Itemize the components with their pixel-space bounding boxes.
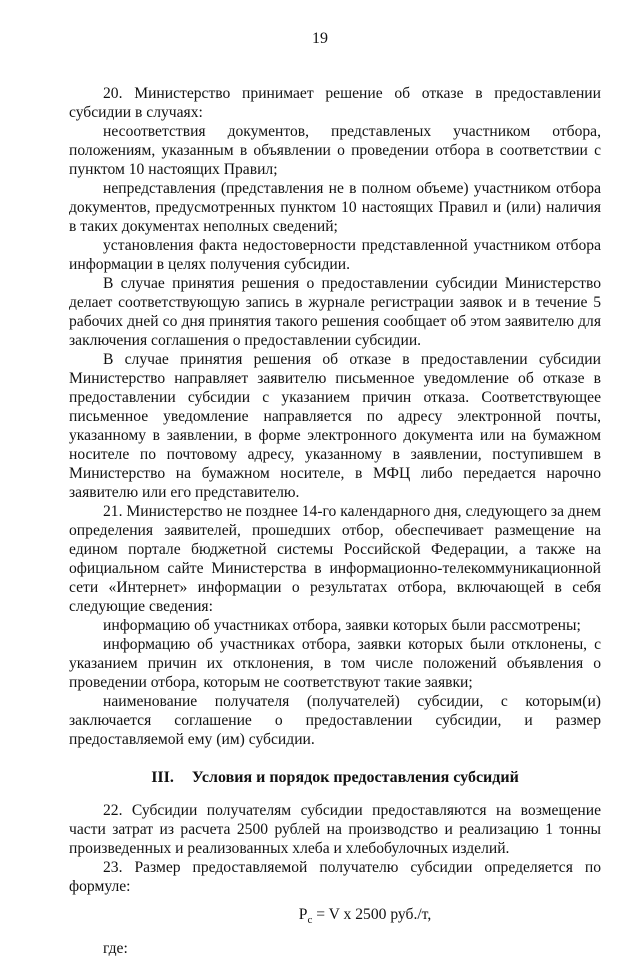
paragraph-21-item-1: информацию об участниках отбора, заявки которых были рассмотрены;: [103, 617, 581, 634]
paragraph-refusal-case: В случае принятия решения об отказе в предоставлении субсидии Министерство направляет заявителю письменное уведомление об отказе в предоставлении субсидии с указанием причин отказа. Соответствующее письменное уведомление направляется по адресу электронной почты, указанному в заявлении, в форме электронного документа или на бумажном носителе по почтовому адресу, указанному в заявлении, поступившем в Министерство на бумажном носителе, в МФЦ либо передается нарочно заявителю или его представителю.: [69, 351, 601, 501]
formula-symbol: Р: [298, 906, 308, 923]
paragraph-20-item-2: непредставления (представления не в полном объеме) участником отбора документов, предусмотренных пунктом 10 настоящих Правил и (или) наличия в таких документах неполных сведений;: [69, 180, 601, 235]
section-title: Условия и порядок предоставления субсидий: [191, 769, 519, 786]
section-heading: [69, 768, 601, 787]
section-number: III.: [151, 769, 174, 786]
paragraph-20: 20. Министерство принимает решение об отказе в предоставлении субсидии в случаях:: [69, 85, 601, 121]
paragraph-approval-case: В случае принятия решения о предоставлении субсидии Министерство делает соответствующую запись в журнале регистрации заявок и в течение 5 рабочих дней со дня принятия такого решения сообщает об этом заявителю для заключения соглашения о предоставлении субсидии.: [69, 275, 601, 349]
paragraph-23: 23. Размер предоставляемой получателю субсидии определяется по формуле:: [69, 859, 601, 895]
page-number: 19: [312, 30, 328, 47]
formula-subscript: c: [307, 914, 313, 927]
paragraph-22: 22. Субсидии получателям субсидии предоставляются на возмещение части затрат из расчета 2500 рублей на производство и реализацию 1 тонны произведенных и реализованных хлеба и хлебобулочных изделий.: [69, 802, 601, 857]
paragraph-20-item-1: несоответствия документов, представленых участником отбора, положениям, указанным в объявлении о проведении отбора в соответствии с пунктом 10 настоящих Правил;: [69, 123, 601, 178]
where-label: где:: [103, 940, 128, 958]
document-body: [69, 84, 601, 958]
paragraph-21-item-2: информацию об участниках отбора, заявки которых были отклонены, с указанием причин их отклонения, в том числе положений объявления о проведении отбора, которым не соответствуют такие заявки;: [69, 636, 601, 691]
subsidy-formula: [129, 905, 601, 930]
paragraph-21-item-3: наименование получателя (получателей) субсидии, с которым(и) заключается соглашение о предоставлении субсидии, и размер предоставляемой ему (им) субсидии.: [69, 693, 601, 748]
paragraph-20-item-3: установления факта недостоверности представленной участником отбора информации в целях получения субсидии.: [69, 237, 601, 273]
formula-expression: = V x 2500 руб./т,: [312, 906, 432, 923]
paragraph-21: 21. Министерство не позднее 14-го календарного дня, следующего за днем определения заявителей, прошедших отбор, обеспечивает размещение на едином портале бюджетной системы Российской Федерации, а также на официальном сайте Министерства в информационно-телекоммуникационной сети «Интернет» информации о результатах отбора, включающей в себя следующие сведения:: [69, 503, 601, 615]
